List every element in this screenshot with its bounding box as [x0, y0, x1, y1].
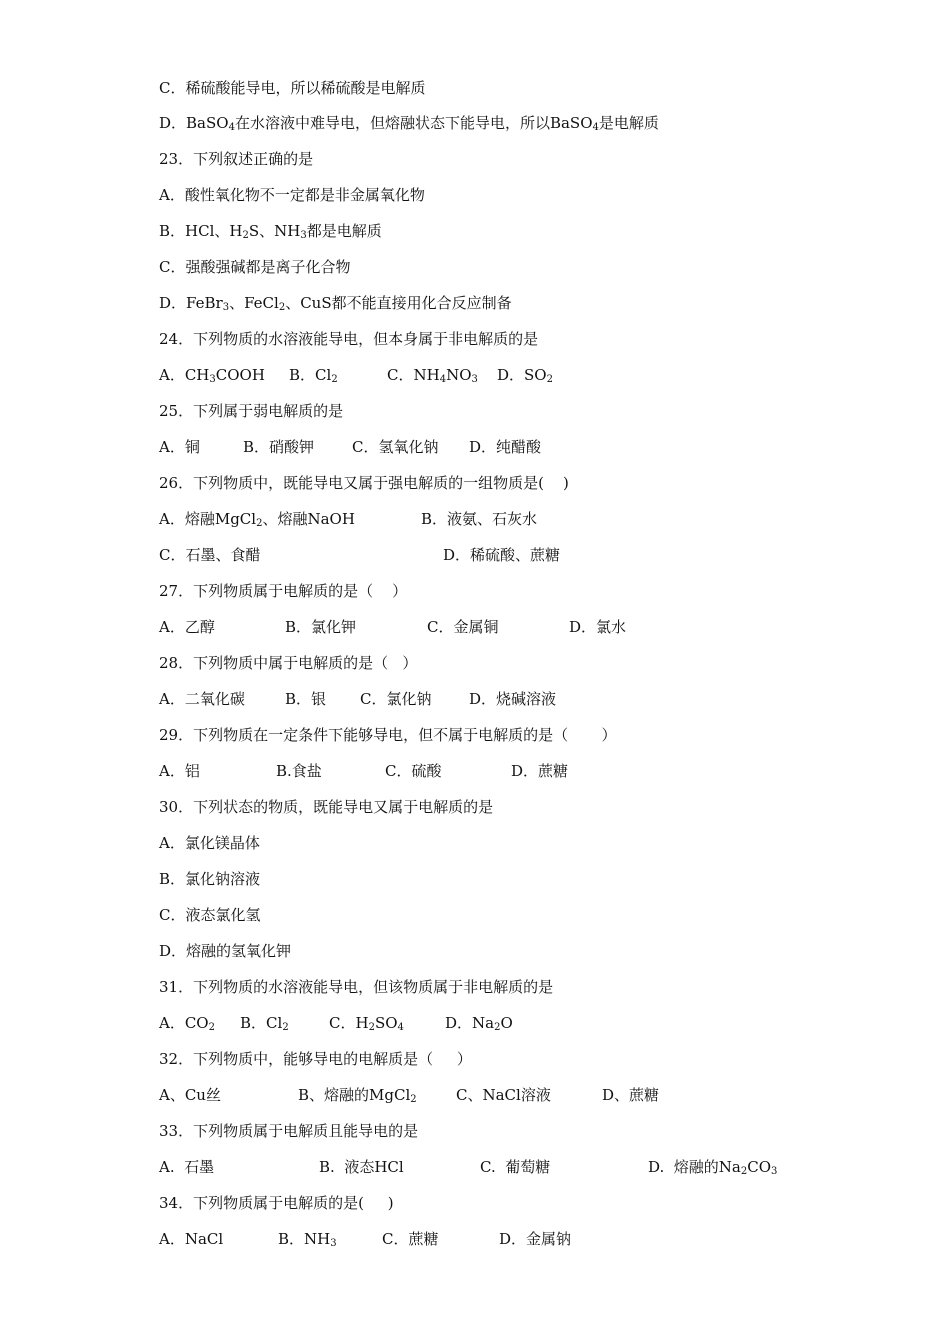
question-stem: 33．下列物质属于电解质且能导电的是 [159, 1122, 419, 1140]
answer-option: C．石墨、食醋 [159, 546, 261, 564]
answer-option: D．稀硫酸、蔗糖 [443, 546, 561, 564]
answer-option: C、NaCl溶液 [456, 1086, 551, 1104]
answer-option: C．$NH_4NO_3$ [387, 366, 478, 385]
answer-option: C. 葡萄糖 [480, 1158, 551, 1176]
answer-option: B．$Cl_2$ [240, 1014, 289, 1033]
answer-option: D．金属钠 [499, 1230, 572, 1248]
answer-option: B．硝酸钾 [243, 438, 315, 456]
question-stem: 32．下列物质中，能够导电的电解质是（ ） [159, 1050, 472, 1068]
answer-option: B．氯化钾 [285, 618, 357, 636]
answer-option: A．$CH_3COOH$ [159, 366, 265, 385]
answer-option: C．蔗糖 [382, 1230, 439, 1248]
answer-option: B. 液态HCl [319, 1158, 404, 1176]
answer-option: A．铝 [159, 762, 200, 780]
question-stem: 23．下列叙述正确的是 [159, 150, 314, 168]
answer-option: A．酸性氧化物不一定都是非金属氧化物 [159, 186, 425, 204]
answer-option: D. 熔融的$Na_2CO_3$ [648, 1158, 778, 1177]
answer-option: D、蔗糖 [602, 1086, 660, 1104]
answer-option: C．氢氧化钠 [352, 438, 439, 456]
answer-option: B．氯化钠溶液 [159, 870, 261, 888]
answer-option: C．氯化钠 [360, 690, 432, 708]
answer-option: D．$SO_2$ [497, 366, 553, 385]
answer-option: D．纯醋酸 [469, 438, 542, 456]
answer-option: A．二氧化碳 [159, 690, 245, 708]
question-stem: 30．下列状态的物质，既能导电又属于电解质的是 [159, 798, 494, 816]
answer-option: A．乙醇 [159, 618, 215, 636]
question-stem: 25．下列属于弱电解质的是 [159, 402, 344, 420]
answer-option: D．氯水 [569, 618, 627, 636]
answer-option: A．$CO_2$ [159, 1014, 215, 1033]
question-stem: 34．下列物质属于电解质的是( ) [159, 1194, 394, 1212]
answer-option: B．$Cl_2$ [289, 366, 338, 385]
answer-option: B.食盐 [276, 762, 322, 780]
answer-option: C．硫酸 [385, 762, 442, 780]
answer-option: A、Cu丝 [159, 1086, 221, 1104]
answer-option: B．$NH_3$ [278, 1230, 337, 1249]
answer-option: B、熔融的MgCl$_2$ [298, 1086, 417, 1105]
answer-option: B．液氨、石灰水 [421, 510, 538, 528]
answer-option: A. 石墨 [159, 1158, 215, 1176]
answer-option: D．烧碱溶液 [469, 690, 557, 708]
question-stem: 24．下列物质的水溶液能导电，但本身属于非电解质的是 [159, 330, 539, 348]
question-stem: 27．下列物质属于电解质的是（ ） [159, 582, 408, 600]
answer-option: C．稀硫酸能导电，所以稀硫酸是电解质 [159, 79, 426, 97]
answer-option: A．氯化镁晶体 [159, 834, 260, 852]
answer-option: D．熔融的氢氧化钾 [159, 942, 292, 960]
question-stem: 28．下列物质中属于电解质的是（ ） [159, 654, 418, 672]
answer-option: D．BaSO$_4$在水溶液中难导电，但熔融状态下能导电，所以BaSO$_4$是电解质 [159, 114, 659, 133]
question-stem: 31．下列物质的水溶液能导电，但该物质属于非电解质的是 [159, 978, 554, 996]
answer-option: B．HCl、$H_2S$、$NH_3$都是电解质 [159, 222, 382, 241]
answer-option: D．FeBr$_3$、FeCl$_2$、CuS都不能直接用化合反应制备 [159, 294, 512, 313]
answer-option: B．银 [285, 690, 327, 708]
answer-option: A．熔融MgCl$_2$、熔融NaOH [159, 510, 355, 529]
answer-option: C．$H_2SO_4$ [329, 1014, 404, 1033]
answer-option: D．蔗糖 [511, 762, 569, 780]
answer-option: C．强酸强碱都是离子化合物 [159, 258, 351, 276]
answer-option: C．液态氯化氢 [159, 906, 261, 924]
answer-option: C．金属铜 [427, 618, 499, 636]
answer-option: D．$Na_2O$ [445, 1014, 513, 1033]
question-stem: 26．下列物质中，既能导电又属于强电解质的一组物质是( ) [159, 474, 569, 492]
question-stem: 29．下列物质在一定条件下能够导电，但不属于电解质的是（ ） [159, 726, 617, 744]
answer-option: A．NaCl [159, 1230, 224, 1248]
answer-option: A．铜 [159, 438, 200, 456]
